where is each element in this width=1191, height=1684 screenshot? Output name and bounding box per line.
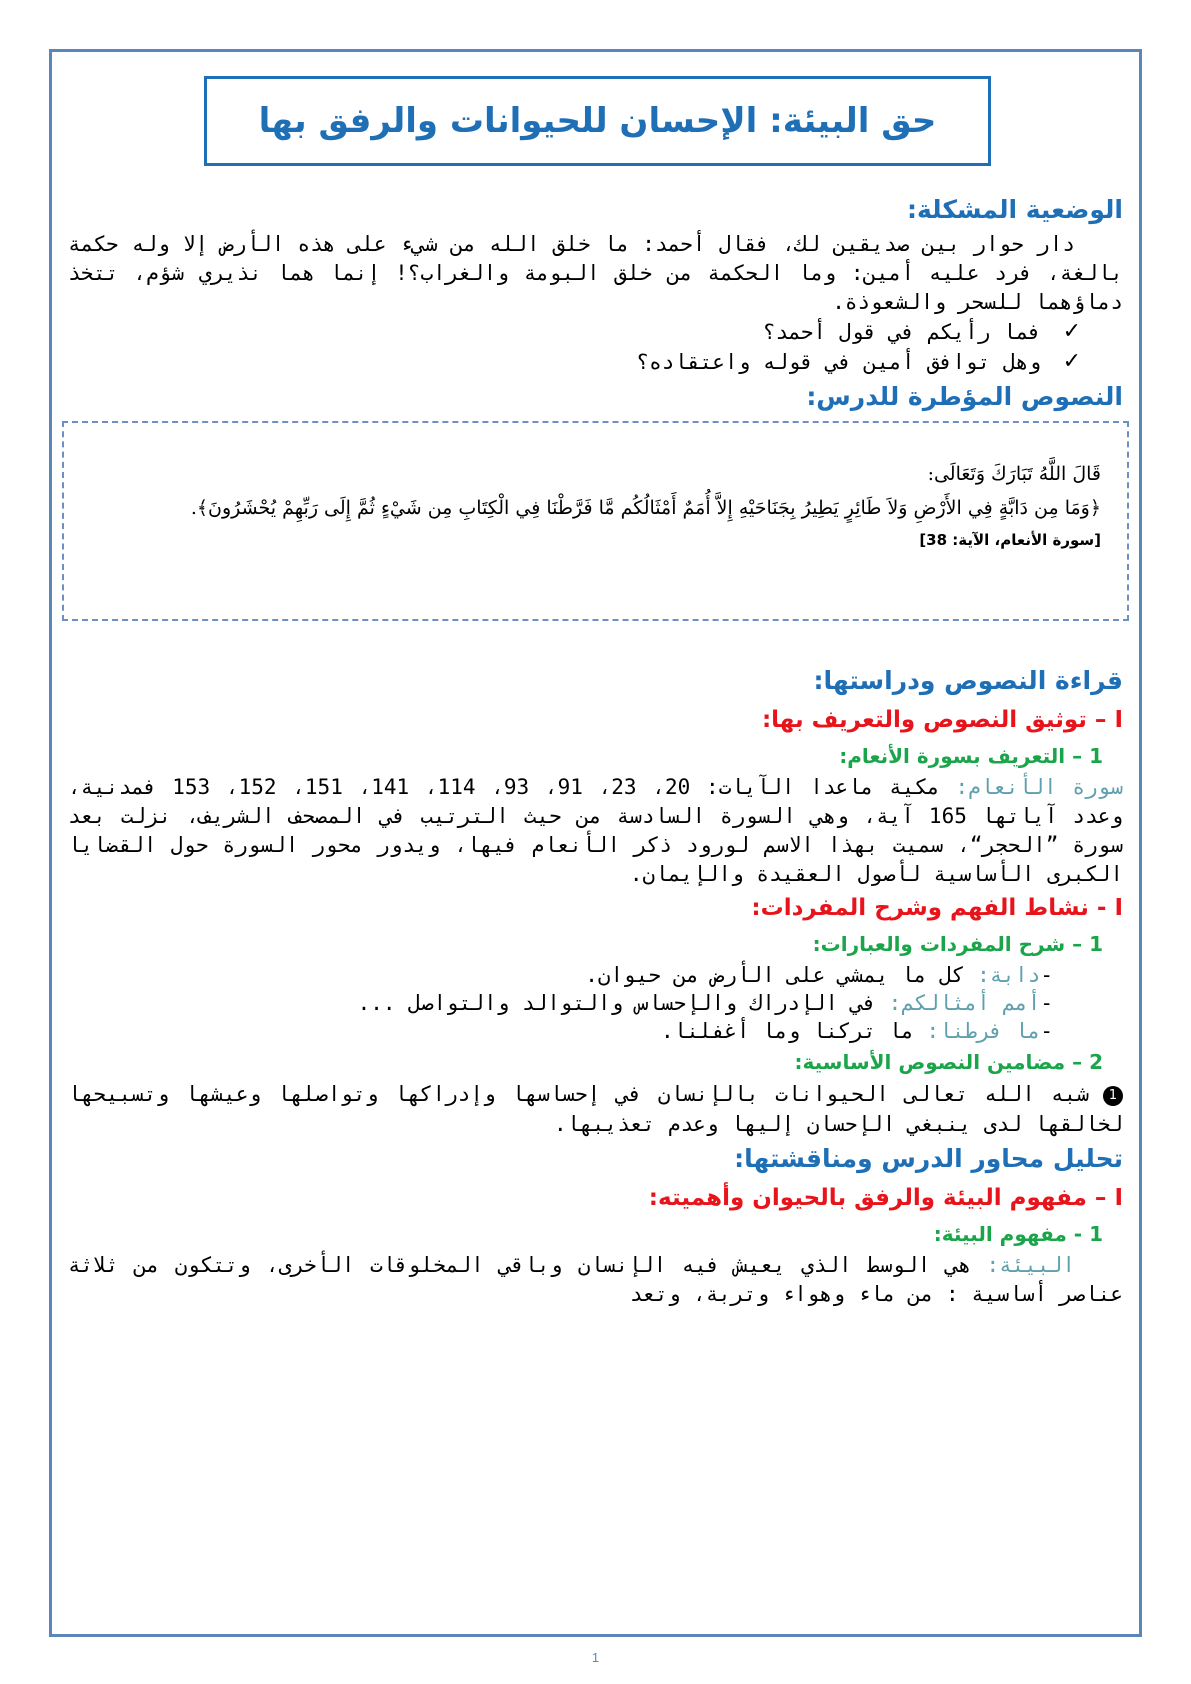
reading-heading: قراءة النصوص ودراستها: xyxy=(813,666,1123,695)
check-icon: ✓ xyxy=(1062,349,1083,374)
surah-term: سورة الأنعام: xyxy=(955,775,1123,799)
problem-heading: الوضعية المشكلة: xyxy=(906,195,1123,224)
vocab-term: أمم أمثالكم: xyxy=(888,991,1041,1015)
analysis-section xyxy=(68,1139,1123,1309)
verse-intro: قَالَ اللَّهُ تَبَارَكَ وَتَعَالَى: xyxy=(927,463,1101,485)
vocab-heading: 1 – شرح المفردات والعبارات: xyxy=(812,932,1103,956)
check-icon: ✓ xyxy=(1062,319,1083,344)
contents-paragraph xyxy=(68,1079,1123,1139)
environment-text: هي الوسط الذي يعيش فيه الإنسان وباقي المخلوقات الأخرى، وتتكون من ثلاثة عناصر أساسية : من ماء وهواء وتربة، وتعد xyxy=(68,1253,1123,1306)
analysis-heading: تحليل محاور الدرس ومناقشتها: xyxy=(734,1144,1123,1173)
vocab-definition: في الإدراك والإحساس والتوالد والتواصل ... xyxy=(357,991,889,1015)
question-text: فما رأيكم في قول أحمد؟ xyxy=(762,320,1041,344)
page-content xyxy=(68,190,1123,1309)
question-item xyxy=(68,317,1083,347)
vocab-term: دابة: xyxy=(977,963,1041,987)
environment-heading: 1 - مفهوم البيئة: xyxy=(933,1222,1103,1246)
vocab-item: -أمم أمثالكم: في الإدراك والإحساس والتوالد والتواصل ... xyxy=(357,991,1053,1015)
contents-text: شبه الله تعالى الحيوانات بالإنسان في إحساسها وإدراكها وتواصلها وعيشها وتسبيحها لخالقها لدى ينبغي الإحسان إليها وعدم تعذيبها. xyxy=(68,1082,1123,1136)
vocab-list xyxy=(68,961,1123,1045)
problem-section xyxy=(68,190,1123,377)
question-item xyxy=(68,347,1083,377)
page-number: 1 xyxy=(591,1650,600,1665)
verse-reference: [سورة الأنعام، الآية: 38] xyxy=(919,531,1101,549)
verse-box xyxy=(62,421,1129,621)
problem-text: دار حوار بين صديقين لك، فقال أحمد: ما خلق الله من شيء على هذه الأرض إلا وله حكمة بالغة، فرد عليه أمين: وما الحكمة من خلق البومة والغراب؟! إنما هما نذيري شؤم، تتخذ دماؤهما للسحر والشعوذة. xyxy=(68,232,1123,314)
question-text: وهل توافق أمين في قوله واعتقاده؟ xyxy=(636,350,1041,374)
vocab-definition: كل ما يمشي على الأرض من حيوان. xyxy=(585,963,978,987)
environment-term: البيئة: xyxy=(986,1253,1075,1277)
spacer xyxy=(68,621,1123,661)
surah-paragraph xyxy=(68,773,1123,889)
reading-section xyxy=(68,661,1123,1139)
verse-text: ﴿وَمَا مِن دَابَّةٍ فِي الأَرْضِ وَلاَ طَائِرٍ يَطِيرُ بِجَنَاحَيْهِ إِلاَّ أُمَمٌ أَمْثَالُكُم مَّا فَرَّطْنَا فِي الْكِتَابِ مِن شَيْءٍ ثُمَّ إِلَى رَبِّهِمْ يُحْشَرُونَ﴾. xyxy=(190,497,1101,519)
concept-heading: I – مفهوم البيئة والرفق بالحيوان وأهميته: xyxy=(648,1185,1123,1211)
title-box xyxy=(204,76,991,166)
numbered-bullet-icon: 1 xyxy=(1103,1086,1123,1106)
understanding-heading: I - نشاط الفهم وشرح المفردات: xyxy=(751,895,1123,921)
vocab-item: -ما فرطنا: ما تركنا وما أغفلنا. xyxy=(661,1019,1053,1043)
surah-heading: 1 – التعريف بسورة الأنعام: xyxy=(839,744,1103,768)
surah-text: مكية ماعدا الآيات: 20، 23، 91، 93، 114، 141، 151، 152، 153 فمدنية، وعدد آياتها 165 آية، وهي السورة السادسة من حيث الترتيب في المصحف الشريف، نزلت بعد سورة ”الحجر“، سميت بهذا الاسم لورود ذكر الأنعام فيها، ويدور محور السورة حول القضايا الكبرى الأساسية لأصول العقيدة والإيمان. xyxy=(68,775,1123,886)
framing-heading: النصوص المؤطرة للدرس: xyxy=(806,382,1123,411)
documentation-heading: I – توثيق النصوص والتعريف بها: xyxy=(761,707,1123,733)
problem-questions xyxy=(68,317,1123,377)
page-title: حق البيئة: الإحسان للحيوانات والرفق بها xyxy=(258,101,937,141)
vocab-definition: ما تركنا وما أغفلنا. xyxy=(661,1019,927,1043)
environment-paragraph xyxy=(68,1251,1123,1309)
framing-section xyxy=(68,377,1123,621)
vocab-term: ما فرطنا: xyxy=(926,1019,1041,1043)
contents-heading: 2 – مضامين النصوص الأساسية: xyxy=(794,1050,1103,1074)
vocab-item: -دابة: كل ما يمشي على الأرض من حيوان. xyxy=(585,963,1053,987)
